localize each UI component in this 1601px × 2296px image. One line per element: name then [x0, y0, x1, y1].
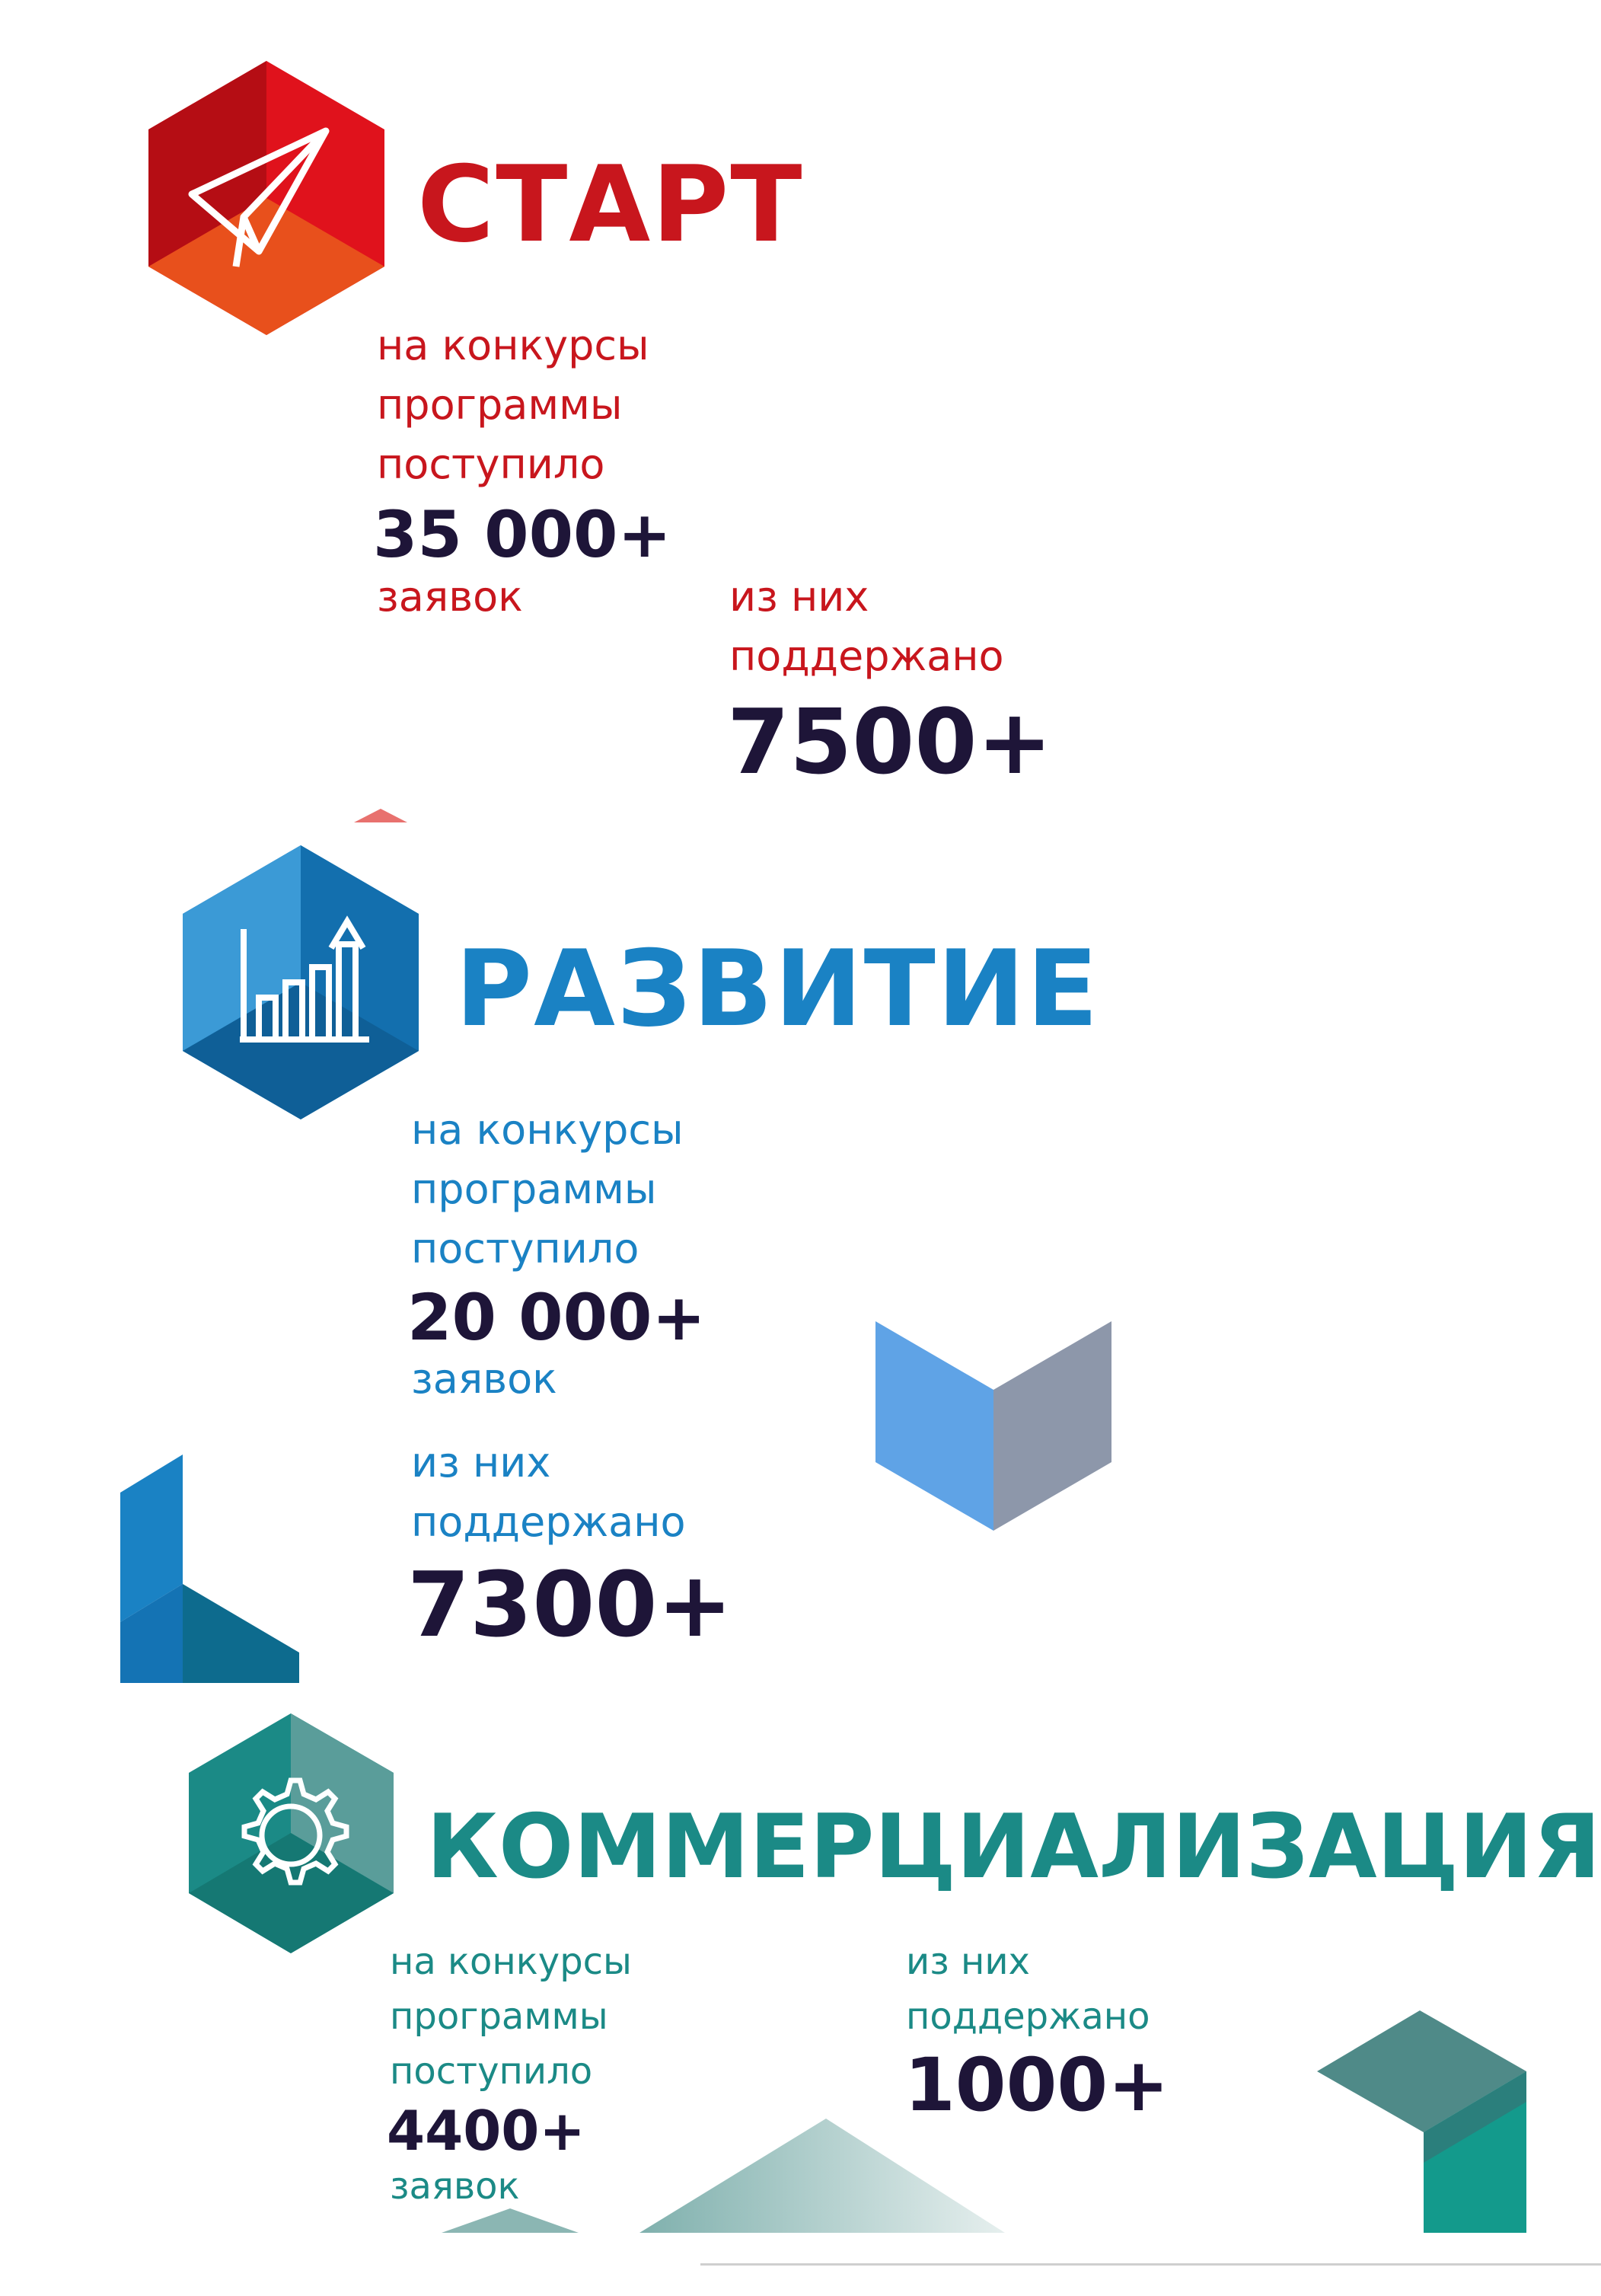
supported-value-development: 7300+ [407, 1552, 733, 1657]
label-line: на конкурсы [411, 1106, 684, 1154]
label-line: из них [729, 573, 869, 621]
decor-cube [875, 1321, 1111, 1531]
label-line: поддержано [411, 1498, 686, 1546]
decor-triangle [354, 809, 407, 822]
label-line: поддержано [906, 1995, 1150, 2038]
section-title-development: РАЗВИТИЕ [455, 928, 1100, 1050]
supported-label-start [729, 567, 1004, 686]
label-line: поступило [377, 440, 605, 488]
supported-value-commercialization: 1000+ [904, 2042, 1169, 2128]
decor-bottom-triangle [639, 2119, 1005, 2233]
label-line: поступило [411, 1225, 639, 1273]
label-line: на конкурсы [390, 1940, 632, 1983]
applications-value-commercialization: 4400+ [387, 2099, 585, 2163]
label-line: программы [390, 1995, 608, 2038]
section-title-commercialization: КОММЕРЦИАЛИЗАЦИЯ [426, 1796, 1601, 1898]
label-line: на конкурсы [377, 321, 649, 369]
applications-unit-development: заявок [411, 1355, 557, 1403]
applications-unit-commercialization: заявок [390, 2165, 520, 2208]
applications-label-development [411, 1100, 684, 1279]
applications-label-commercialization [390, 1934, 632, 2099]
label-line: из них [411, 1439, 551, 1486]
label-line: поступило [390, 2050, 593, 2093]
supported-label-commercialization [906, 1934, 1150, 2044]
label-line: программы [411, 1165, 657, 1213]
applications-value-development: 20 000+ [407, 1280, 706, 1355]
development-hexagon-badge [179, 845, 423, 1119]
decor-left-shape [120, 1455, 303, 1683]
bottom-divider [700, 2263, 1601, 2266]
commercialization-hexagon-badge [187, 1713, 396, 1953]
decor-bottom-small-triangle [442, 2208, 579, 2233]
label-line: программы [377, 381, 623, 429]
decor-right-cube [1317, 2010, 1526, 2233]
applications-value-start: 35 000+ [373, 497, 671, 572]
label-line: поддержано [729, 632, 1004, 680]
start-hexagon-badge [145, 61, 388, 335]
supported-value-start: 7500+ [727, 689, 1053, 794]
applications-label-start [377, 316, 649, 494]
supported-label-development [411, 1433, 686, 1552]
section-title-start: СТАРТ [417, 143, 804, 266]
applications-unit-start: заявок [377, 573, 523, 621]
label-line: из них [906, 1940, 1030, 1983]
